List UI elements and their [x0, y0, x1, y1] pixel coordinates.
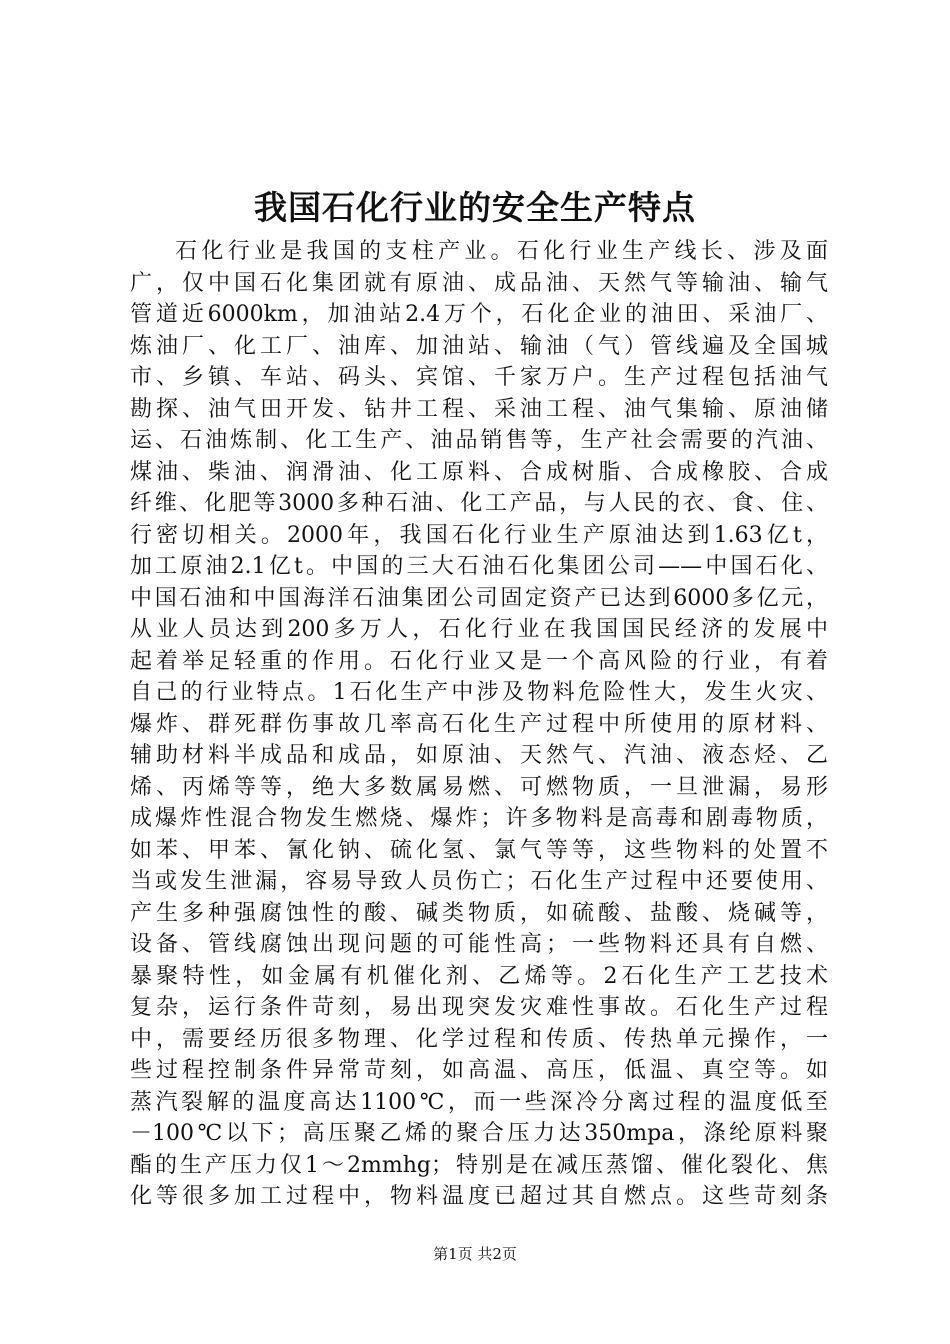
text-line: 市、乡镇、车站、码头、宾馆、千家万户。生产过程包括油气 — [130, 365, 828, 390]
text-line: 加工原油2.1亿t。中国的三大石油石化集团公司——中国石化、 — [130, 554, 828, 579]
text-line: 起着举足轻重的作用。石化行业又是一个高风险的行业，有着 — [130, 648, 828, 674]
text-line: 管道近6000km，加油站2.4万个，石化企业的油田、采油厂、 — [130, 302, 828, 327]
text-line: 酯的生产压力仅1～2mmhg；特别是在减压蒸馏、催化裂化、焦 — [130, 1152, 828, 1178]
text-line: 爆炸、群死群伤事故几率高石化生产过程中所使用的原材料、 — [130, 711, 828, 737]
text-line: －100℃以下；高压聚乙烯的聚合压力达350mpa，涤纶原料聚 — [130, 1121, 828, 1146]
text-line: 化等很多加工过程中，物料温度已超过其自燃点。这些苛刻条 — [130, 1184, 828, 1209]
text-line: 产生多种强腐蚀性的酸、碱类物质，如硫酸、盐酸、烧碱等， — [130, 900, 828, 926]
text-line: 中，需要经历很多物理、化学过程和传质、传热单元操作，一 — [130, 1026, 828, 1052]
text-line: 当或发生泄漏，容易导致人员伤亡；石化生产过程中还要使用、 — [130, 869, 828, 894]
text-line: 复杂，运行条件苛刻，易出现突发灾难性事故。石化生产过程 — [130, 995, 828, 1020]
text-line: 些过程控制条件异常苛刻，如高温、高压，低温、真空等。如 — [130, 1058, 828, 1083]
text-line: 成爆炸性混合物发生燃烧、爆炸；许多物料是高毒和剧毒物质， — [130, 806, 828, 831]
text-line: 运、石油炼制、化工生产、油品销售等，生产社会需要的汽油、 — [130, 428, 828, 453]
text-line: 炼油厂、化工厂、油库、加油站、输油（气）管线遍及全国城 — [130, 333, 828, 359]
text-line: 煤油、柴油、润滑油、化工原料、合成树脂、合成橡胶、合成 — [130, 459, 828, 485]
text-line: 行密切相关。2000年，我国石化行业生产原油达到1.63亿t， — [130, 522, 828, 548]
document-body — [130, 236, 828, 1213]
text-line: 如苯、甲苯、氰化钠、硫化氢、氯气等等，这些物料的处置不 — [130, 837, 828, 863]
text-line: 石化行业是我国的支柱产业。石化行业生产线长、涉及面 — [130, 239, 828, 264]
text-line: 广，仅中国石化集团就有原油、成品油、天然气等输油、输气 — [130, 270, 828, 296]
text-line: 暴聚特性，如金属有机催化剂、乙烯等。2石化生产工艺技术 — [130, 963, 828, 989]
text-line: 烯、丙烯等等，绝大多数属易燃、可燃物质，一旦泄漏，易形 — [130, 774, 828, 800]
text-line: 纤维、化肥等3000多种石油、化工产品，与人民的衣、食、住、 — [130, 491, 828, 516]
text-line: 自己的行业特点。1石化生产中涉及物料危险性大，发生火灾、 — [130, 680, 828, 705]
page-footer: 第1页 共2页 — [433, 1245, 517, 1263]
text-line: 从业人员达到200多万人，石化行业在我国国民经济的发展中 — [130, 617, 828, 642]
text-line: 勘探、油气田开发、钻井工程、采油工程、油气集输、原油储 — [130, 396, 828, 422]
text-line: 蒸汽裂解的温度高达1100℃，而一些深冷分离过程的温度低至 — [130, 1089, 828, 1115]
text-line: 辅助材料半成品和成品，如原油、天然气、汽油、液态烃、乙 — [130, 743, 828, 768]
text-line: 中国石油和中国海洋石油集团公司固定资产已达到6000多亿元， — [130, 585, 828, 611]
document-title: 我国石化行业的安全生产特点 — [254, 188, 696, 227]
text-line: 设备、管线腐蚀出现问题的可能性高；一些物料还具有自燃、 — [130, 932, 828, 957]
